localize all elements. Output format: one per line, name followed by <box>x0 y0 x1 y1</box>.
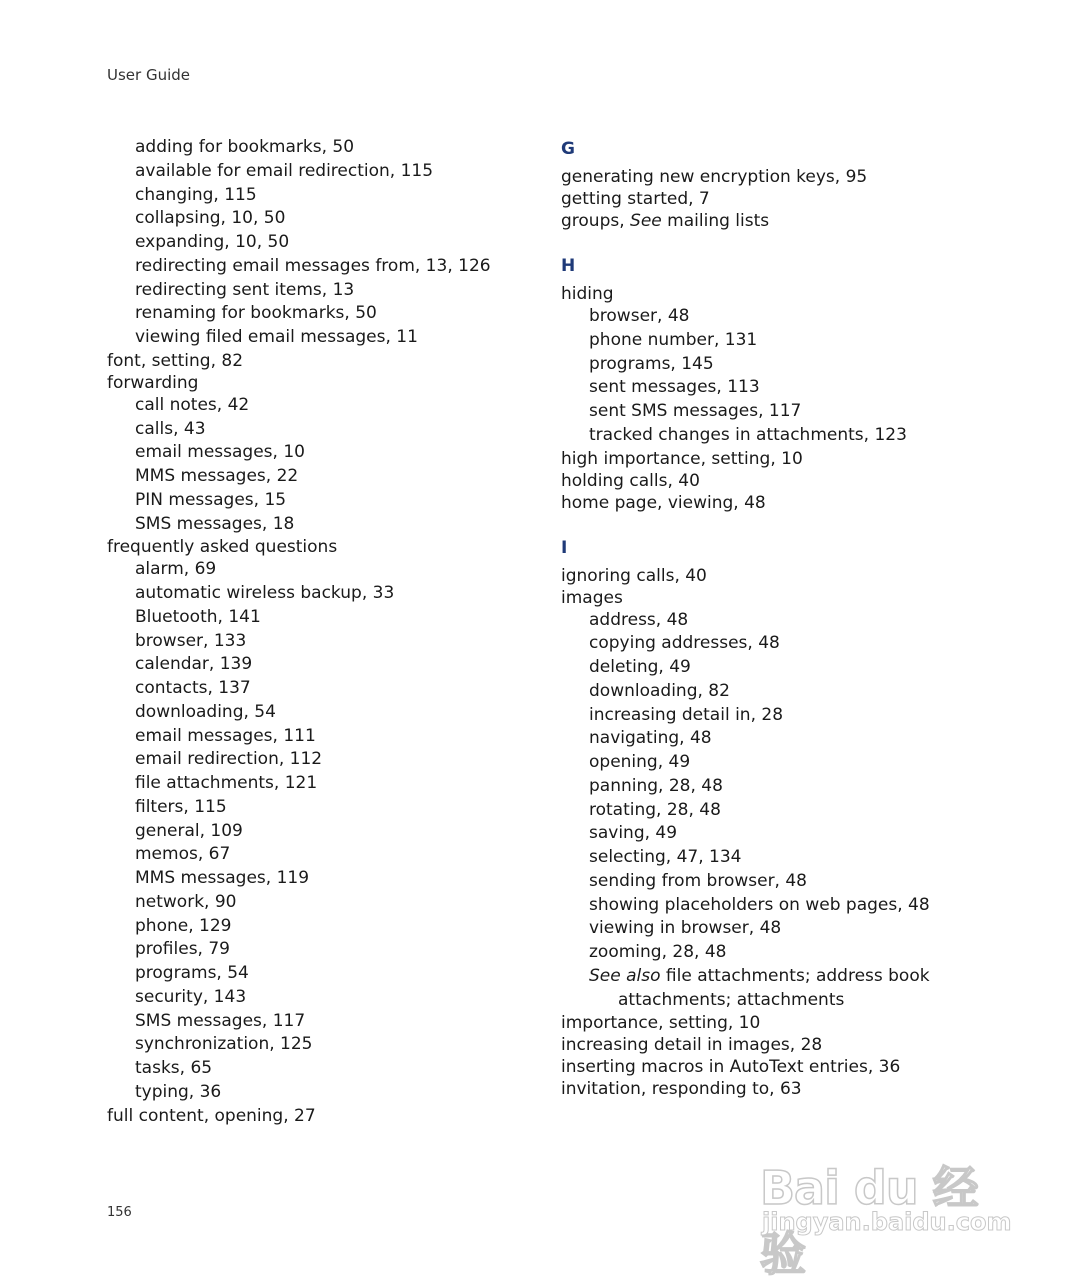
watermark-url: jingyan.baidu.com <box>762 1208 1012 1236</box>
index-subentry: SMS messages, 117 <box>135 1010 306 1031</box>
index-subentry: increasing detail in, 28 <box>589 704 784 725</box>
index-subentry: SMS messages, 18 <box>135 513 295 534</box>
index-subentry <box>561 965 1001 989</box>
index-section-letter: G <box>561 139 575 159</box>
index-entry: full content, opening, 27 <box>107 1105 316 1126</box>
index-entry <box>561 210 1001 232</box>
index-subentry: Bluetooth, 141 <box>135 606 261 627</box>
index-subentry: available for email redirection, 115 <box>135 160 434 181</box>
index-subentry: browser, 133 <box>135 630 247 651</box>
index-subentry: sent SMS messages, 117 <box>589 401 802 421</box>
index-entry: invitation, responding to, 63 <box>561 1079 802 1100</box>
index-subentry: email messages, 111 <box>135 725 316 746</box>
index-entry: importance, setting, 10 <box>561 1013 761 1034</box>
index-subentry: email redirection, 112 <box>135 749 323 770</box>
index-subentry: downloading, 54 <box>135 701 276 722</box>
index-subentry: call notes, 42 <box>135 394 250 415</box>
index-entry: hiding <box>561 284 614 304</box>
index-subentry: tracked changes in attachments, 123 <box>589 424 907 445</box>
index-subentry: contacts, 137 <box>135 678 251 698</box>
index-subentry: renaming for bookmarks, 50 <box>135 303 377 324</box>
index-entry: generating new encryption keys, 95 <box>561 167 868 187</box>
index-entry: increasing detail in images, 28 <box>561 1035 823 1056</box>
index-entry: getting started, 7 <box>561 189 710 209</box>
index-subentry: phone number, 131 <box>589 329 758 350</box>
index-subentry: attachments; attachments <box>618 989 845 1010</box>
index-subentry: navigating, 48 <box>589 728 712 749</box>
index-subentry: general, 109 <box>135 820 243 841</box>
entry-text: groups, <box>561 211 631 231</box>
index-subentry: synchronization, 125 <box>135 1034 313 1055</box>
index-section-letter: H <box>561 256 576 276</box>
index-subentry: browser, 48 <box>589 306 690 326</box>
index-subentry: downloading, 82 <box>589 680 730 701</box>
index-subentry: selecting, 47, 134 <box>589 847 742 867</box>
index-entry: forwarding <box>107 372 199 393</box>
index-subentry: saving, 49 <box>589 823 678 844</box>
index-subentry: network, 90 <box>135 891 237 912</box>
index-subentry: redirecting email messages from, 13, 126 <box>135 255 491 276</box>
page-number: 156 <box>107 1205 132 1220</box>
index-subentry: zooming, 28, 48 <box>589 942 727 962</box>
index-subentry: address, 48 <box>589 609 689 630</box>
index-subentry: adding for bookmarks, 50 <box>135 137 355 157</box>
index-subentry: programs, 54 <box>135 963 249 983</box>
index-subentry: PIN messages, 15 <box>135 489 287 510</box>
index-subentry: programs, 145 <box>589 353 714 374</box>
baidu-watermark-logo <box>752 1122 1012 1281</box>
index-subentry: typing, 36 <box>135 1081 222 1102</box>
index-entry: ignoring calls, 40 <box>561 565 707 586</box>
cross-reference: See <box>630 211 662 231</box>
index-entry: home page, viewing, 48 <box>561 492 766 513</box>
index-subentry: collapsing, 10, 50 <box>135 208 286 229</box>
index-subentry: automatic wireless backup, 33 <box>135 583 395 603</box>
index-subentry: copying addresses, 48 <box>589 633 780 654</box>
index-subentry: memos, 67 <box>135 844 231 865</box>
index-subentry: expanding, 10, 50 <box>135 232 290 252</box>
index-entry: inserting macros in AutoText entries, 36 <box>561 1057 901 1078</box>
index-subentry: MMS messages, 22 <box>135 466 299 486</box>
index-subentry: sent messages, 113 <box>589 377 760 398</box>
index-entry: holding calls, 40 <box>561 470 700 491</box>
index-subentry: panning, 28, 48 <box>589 775 723 796</box>
index-subentry: deleting, 49 <box>589 657 691 677</box>
index-subentry: security, 143 <box>135 986 247 1007</box>
index-subentry: MMS messages, 119 <box>135 868 310 888</box>
index-subentry: tasks, 65 <box>135 1058 213 1078</box>
index-section-letter: I <box>561 537 568 558</box>
index-subentry: viewing filed email messages, 11 <box>135 327 418 347</box>
index-subentry: file attachments, 121 <box>135 773 318 793</box>
index-entry: images <box>561 587 623 608</box>
entry-text: mailing lists <box>661 211 770 231</box>
index-subentry: profiles, 79 <box>135 939 230 960</box>
index-subentry: redirecting sent items, 13 <box>135 279 355 300</box>
index-column-left <box>107 136 527 1127</box>
index-subentry: sending from browser, 48 <box>589 870 807 891</box>
index-subentry: calls, 43 <box>135 418 206 439</box>
index-subentry: email messages, 10 <box>135 442 305 463</box>
index-entry: font, setting, 82 <box>107 350 244 371</box>
index-subentry: alarm, 69 <box>135 559 217 580</box>
cross-reference: See also <box>589 965 661 986</box>
index-subentry: opening, 49 <box>589 752 691 772</box>
index-entry: frequently asked questions <box>107 537 338 558</box>
page-header: User Guide <box>107 66 191 84</box>
index-subentry: phone, 129 <box>135 915 232 936</box>
index-entry: high importance, setting, 10 <box>561 448 803 469</box>
index-subentry: showing placeholders on web pages, 48 <box>589 894 930 915</box>
index-column-right <box>561 136 1001 1100</box>
entry-text: file attachments; address book <box>660 965 930 986</box>
watermark-text: Bai du 经验 <box>760 1161 978 1281</box>
index-subentry: changing, 115 <box>135 184 257 205</box>
index-subentry: calendar, 139 <box>135 654 253 675</box>
index-subentry: viewing in browser, 48 <box>589 918 782 939</box>
index-subentry: filters, 115 <box>135 796 227 817</box>
index-subentry: rotating, 28, 48 <box>589 799 721 820</box>
